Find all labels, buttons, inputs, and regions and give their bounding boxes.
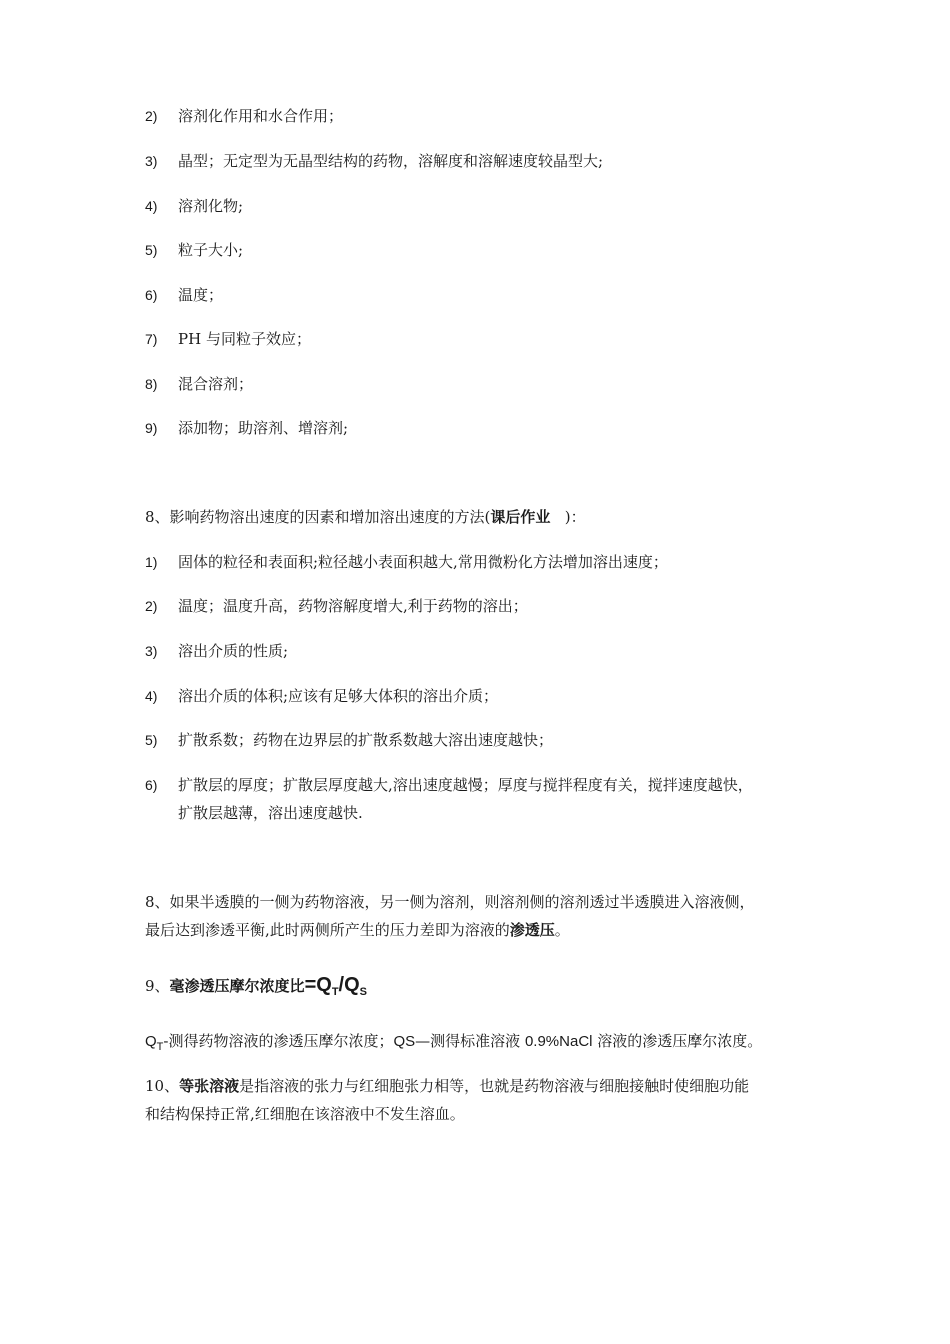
list-number: 5) — [145, 242, 158, 258]
formula-sub-t: T — [331, 986, 339, 998]
list-item — [145, 285, 223, 305]
term-osmolality-ratio: 毫渗透压摩尔浓度比 — [169, 977, 305, 995]
list-number: 3) — [145, 153, 158, 169]
list-text: PH 与同粒子效应； — [178, 330, 311, 348]
heading-prefix: 10、 — [145, 1077, 180, 1095]
definition-text: —测得标准溶液 — [415, 1032, 525, 1050]
list-number: 5) — [145, 732, 158, 748]
list-text: 溶出介质的性质; — [178, 642, 289, 660]
list-text: 固体的粒径和表面积;粒径越小表面积越大,常用微粉化方法增加溶出速度； — [178, 553, 668, 571]
paragraph-line: 8、如果半透膜的一侧为药物溶液，另一侧为溶剂，则溶剂侧的溶剂透过半透膜进入溶液侧， — [145, 893, 755, 911]
list-number: 3) — [145, 643, 158, 659]
definition-text: -测得药物溶液的渗透压摩尔浓度； — [163, 1032, 394, 1050]
list-item — [145, 329, 311, 349]
formula — [305, 974, 367, 996]
list-item-continuation: 扩散层越薄，溶出速度越快. — [178, 804, 363, 822]
list-number: 6) — [145, 287, 158, 303]
term-isotonic-solution: 等张溶液 — [179, 1077, 240, 1095]
list-number: 2) — [145, 598, 158, 614]
heading-prefix: 9、 — [145, 977, 170, 995]
list-text: 溶剂化作用和水合作用； — [178, 107, 344, 125]
paragraph-text: 。 — [554, 921, 570, 939]
section-heading — [145, 975, 367, 1002]
homework-label: 课后作业 — [490, 509, 551, 526]
list-number: 4) — [145, 198, 158, 214]
list-item — [145, 418, 348, 438]
section-heading — [145, 507, 586, 528]
heading-prefix: 8、影响药物溶出速度的因素和增加溶出速度的方法( — [145, 508, 491, 526]
symbol-qs: QS — [393, 1033, 416, 1050]
list-text: 温度；温度升高，药物溶解度增大,利于药物的溶出； — [178, 597, 528, 615]
definition-line — [145, 1031, 762, 1057]
list-item — [145, 775, 753, 795]
symbol-q: Q — [145, 1033, 157, 1050]
heading-suffix: )： — [550, 508, 586, 526]
list-text: 粒子大小; — [178, 241, 244, 259]
list-text: 溶出介质的体积;应该有足够大体积的溶出介质； — [178, 687, 499, 705]
list-item — [145, 106, 343, 126]
list-item — [145, 596, 528, 616]
list-item — [145, 686, 498, 706]
list-item — [145, 730, 553, 750]
list-text: 晶型；无定型为无晶型结构的药物，溶解度和溶解速度较晶型大; — [178, 152, 604, 170]
formula-eq: =Q — [304, 974, 332, 996]
list-number: 9) — [145, 420, 158, 436]
list-item — [145, 196, 243, 216]
list-text: 扩散层的厚度；扩散层厚度越大,溶出速度越慢；厚度与搅拌程度有关，搅拌速度越快， — [178, 776, 753, 794]
list-item — [145, 151, 603, 171]
list-text: 添加物；助溶剂、增溶剂; — [178, 419, 349, 437]
paragraph-line — [145, 1076, 749, 1096]
list-text: 溶剂化物; — [178, 197, 244, 215]
definition-text: 溶液的渗透压摩尔浓度。 — [592, 1032, 763, 1050]
list-number: 8) — [145, 376, 158, 392]
nacl-text: 0.9%NaCl — [524, 1033, 593, 1050]
list-number: 4) — [145, 688, 158, 704]
symbol-sub-t: T — [156, 1041, 164, 1053]
list-item — [145, 240, 243, 260]
paragraph-text: 最后达到渗透平衡,此时两侧所产生的压力差即为溶液的 — [145, 921, 510, 939]
paragraph-line: 和结构保持正常,红细胞在该溶液中不发生溶血。 — [145, 1105, 465, 1123]
list-text: 温度； — [178, 286, 224, 304]
list-number: 1) — [145, 554, 158, 570]
formula-sub-s: S — [359, 986, 368, 998]
list-number: 7) — [145, 331, 158, 347]
list-text: 扩散系数；药物在边界层的扩散系数越大溶出速度越快； — [178, 731, 554, 749]
list-item — [145, 641, 288, 661]
list-item — [145, 374, 253, 394]
list-item — [145, 552, 668, 572]
formula-slash: /Q — [338, 974, 360, 996]
list-number: 2) — [145, 108, 158, 124]
paragraph-text: 是指溶液的张力与红细胞张力相等，也就是药物溶液与细胞接触时使细胞功能 — [239, 1077, 750, 1095]
list-text: 混合溶剂； — [178, 375, 254, 393]
paragraph-line — [145, 920, 570, 940]
term-osmotic-pressure: 渗透压 — [509, 921, 555, 939]
list-number: 6) — [145, 777, 158, 793]
